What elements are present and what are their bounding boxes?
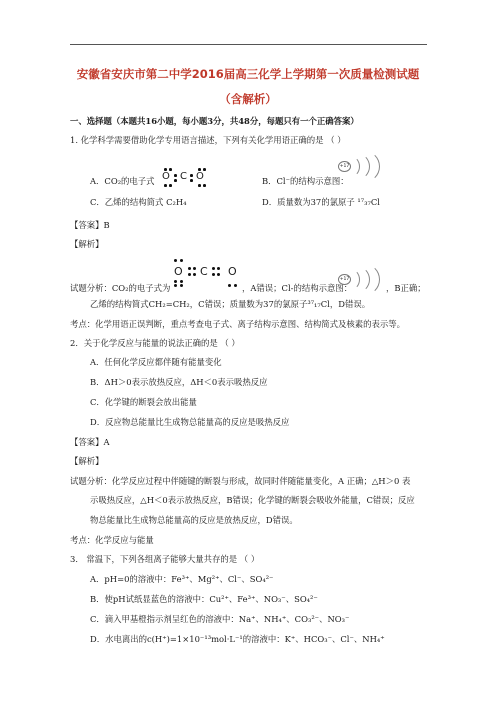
q1-option-c: C．乙烯的结构简式 C₂H₄ bbox=[90, 197, 187, 207]
q2-option-b: B．ΔH＞0表示放热反应，ΔH＜0表示吸热反应 bbox=[90, 377, 268, 387]
q1-stem: 1. 化学科学需要借助化学专用语言描述，下列有关化学用语正确的是 （ ） bbox=[70, 135, 346, 145]
q1-option-a: A．CO₂的电子式 bbox=[90, 176, 155, 186]
q2-point: 考点：化学反应与能量 bbox=[70, 535, 154, 545]
header-rule bbox=[70, 44, 427, 45]
q1-analysis-line1c: ，B正确； bbox=[386, 283, 426, 293]
cl-ion-structure-diagram bbox=[338, 152, 378, 180]
formula-c: C bbox=[180, 171, 187, 182]
q3-option-a: A．pH=0的溶液中：Fe³⁺、Mg²⁺、Cl⁻、SO₄²⁻ bbox=[90, 574, 274, 584]
q3-stem: 3． 常温下，下列各组离子能够大量共存的是 （ ） bbox=[70, 554, 260, 564]
q2-stem: 2．关于化学反应与能量的说法正确的是 （ ） bbox=[70, 338, 240, 348]
formula-o-right: O bbox=[196, 171, 204, 182]
q1-answer: 【答案】B bbox=[70, 220, 110, 230]
q3-option-c: C．滴入甲基橙指示剂呈红色的溶液中：Na⁺、NH₄⁺、CO₃²⁻、NO₃⁻ bbox=[90, 614, 350, 624]
q1-point: 考点：化学用语正误判断，重点考查电子式、离子结构示意图、结构简式及核素的表示等。 bbox=[70, 319, 405, 329]
q2-answer: 【答案】A bbox=[70, 437, 110, 447]
cl-ion-structure-diagram-2: +17 bbox=[338, 265, 378, 293]
q2-analysis-line2: 示吸热反应，△H＜0表示放热反应，B错误；化学键的断裂会吸收外能量，C错误；反应 bbox=[90, 495, 415, 505]
formula-o-left: O bbox=[162, 171, 170, 182]
q2-analysis-tag: 【解析】 bbox=[70, 456, 104, 466]
section-heading: 一、选择题（本题共16小题，每小题3分，共48分，每题只有一个正确答案） bbox=[70, 116, 359, 126]
q2-option-c: C．化学键的断裂会放出能量 bbox=[90, 397, 197, 407]
co2-electron-formula-a bbox=[160, 166, 212, 188]
q2-option-a: A．任何化学反应都伴随有能量变化 bbox=[90, 357, 222, 367]
co2-electron-formula-b: O C O bbox=[172, 258, 242, 284]
doc-title-subtitle: （含解析） bbox=[219, 92, 277, 106]
nucleus-circle: +17 bbox=[338, 161, 351, 172]
q1-option-d: D．质量数为37的氯原子 ¹⁷₃₇Cl bbox=[262, 197, 380, 207]
q1-analysis-line2: 乙烯的结构简式CH₂=CH₂，C错误；质量数为37的氯原子³⁷₁₇Cl，D错误。 bbox=[90, 299, 371, 309]
doc-title: 安徽省安庆市第二中学2016届高三化学上学期第一次质量检测试题 bbox=[76, 67, 420, 81]
q1-analysis-line1b: ，A错误；Cl-的结构示意图： bbox=[242, 283, 353, 293]
q1-analysis-tag: 【解析】 bbox=[70, 239, 104, 249]
q2-analysis-line1: 试题分析：化学反应过程中伴随键的断裂与形成，故同时伴随能量变化，A 正确；△H＞0 表 bbox=[70, 476, 411, 486]
q1-analysis-line1: 试题分析：CO₂的电子式为 bbox=[70, 283, 171, 293]
q1-option-b: B．Cl⁻的结构示意图： bbox=[262, 176, 349, 186]
q2-analysis-line3: 物总能量比生成物总能量高的反应是放热反应，D错误。 bbox=[90, 515, 298, 525]
q3-option-d: D．水电离出的c(H⁺)=1×10⁻¹³mol·L⁻¹的溶液中：K⁺、HCO₃⁻、Cl⁻、NH₄⁺ bbox=[90, 634, 385, 644]
q2-option-d: D．反应物总能量比生成物总能量高的反应是吸热反应 bbox=[90, 417, 290, 427]
q3-option-b: B．使pH试纸显蓝色的溶液中：Cu²⁺、Fe³⁺、NO₃⁻、SO₄²⁻ bbox=[90, 594, 318, 604]
